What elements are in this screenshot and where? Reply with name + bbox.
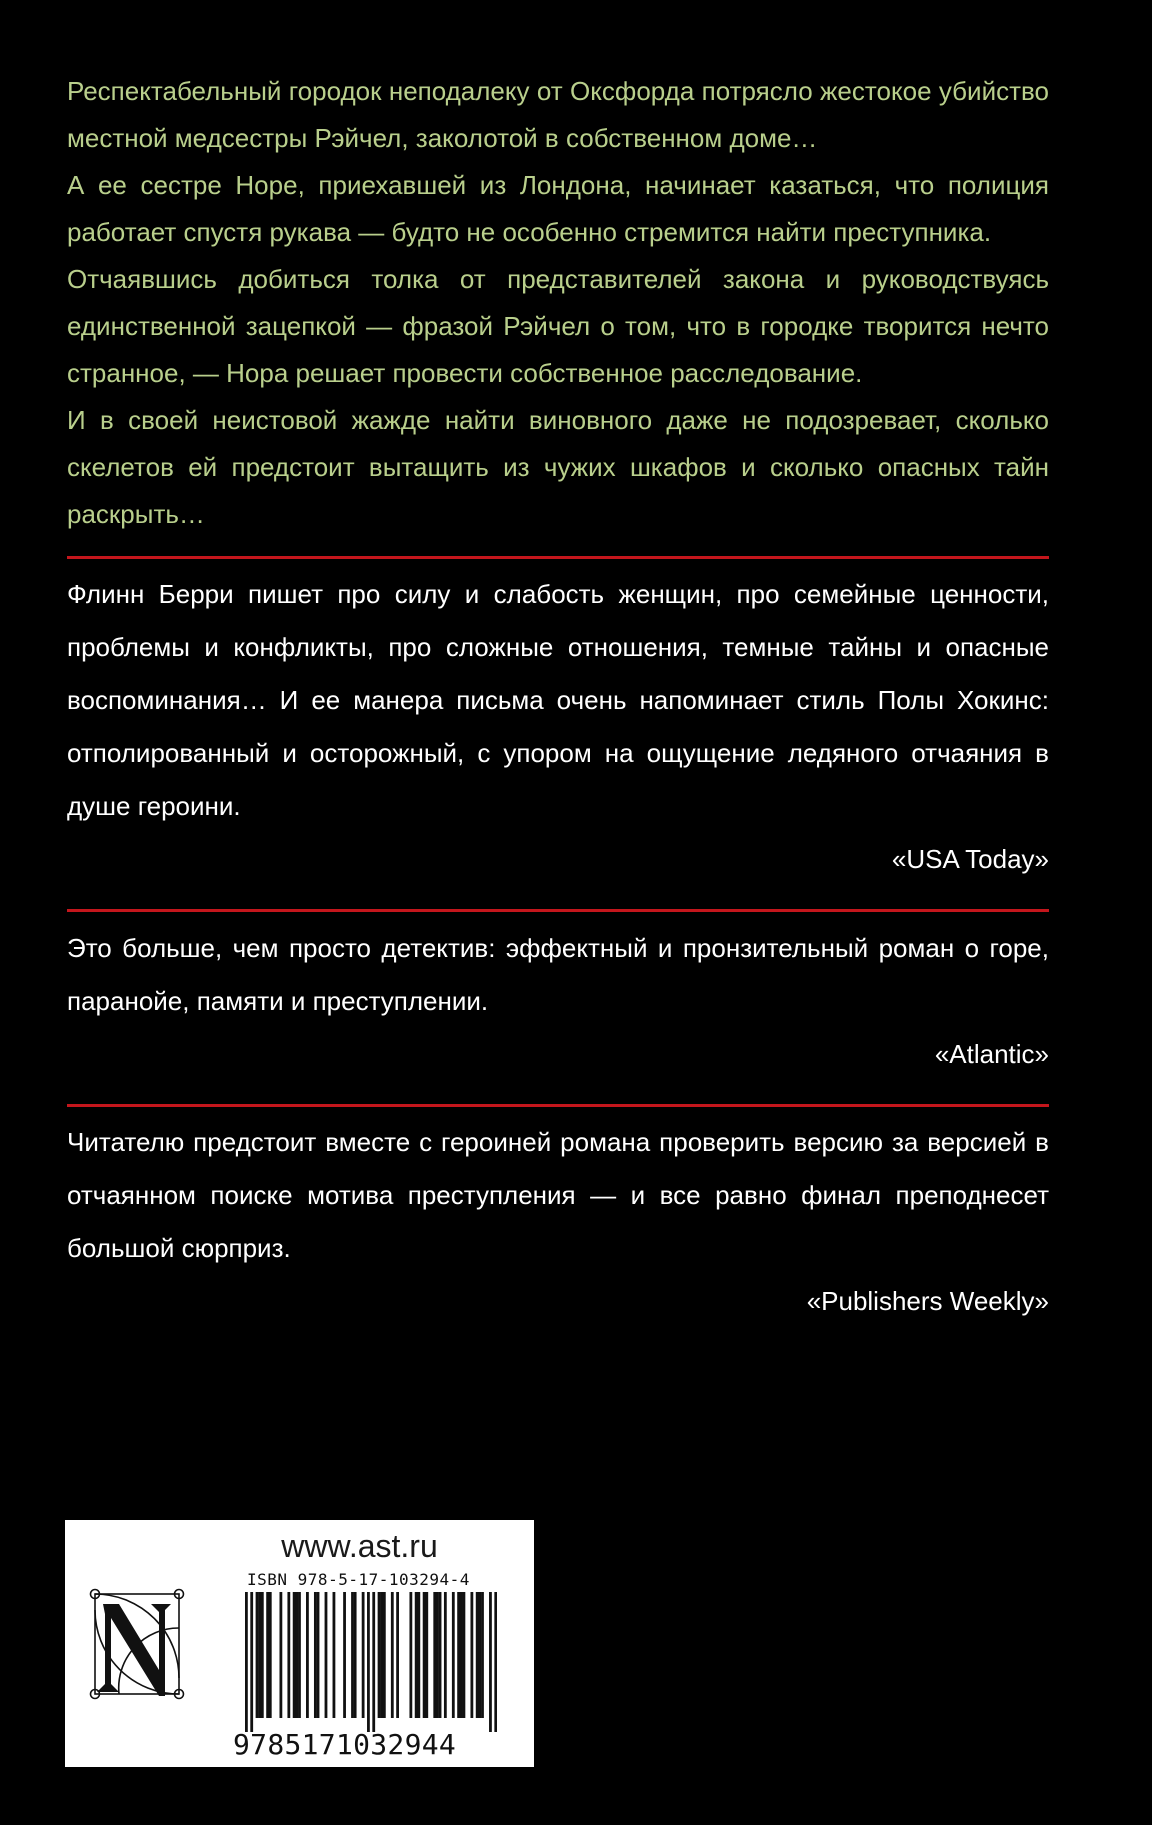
- barcode-bar: [333, 1592, 336, 1718]
- barcode-bar: [317, 1592, 320, 1718]
- barcode-bar: [380, 1592, 383, 1718]
- barcode-bar: [266, 1592, 269, 1718]
- review-source: «USA Today»: [891, 844, 1049, 874]
- barcode-bar: [325, 1592, 328, 1718]
- barcode-bar: [256, 1592, 259, 1718]
- barcode-bar: [463, 1592, 466, 1718]
- barcode-bar: [409, 1592, 412, 1718]
- barcode-bar: [460, 1592, 463, 1718]
- barcode-bar: [391, 1592, 394, 1718]
- divider-line: [67, 909, 1049, 912]
- barcode-bar: [261, 1592, 264, 1718]
- synopsis-paragraph: Отчаявшись добиться толка от представителей закона и руководствуясь единственной зацепкой — фразой Рэйчел о том, что в городке творится нечто странное, — Нора решает провести собственное расследование.: [67, 264, 1049, 388]
- barcode-bar: [314, 1592, 317, 1718]
- synopsis-paragraph: Респектабельный городок неподалеку от Оксфорда потрясло жестокое убийство местной медсестры Рэйчел, заколотой в собственном доме…: [67, 76, 1049, 153]
- isbn-number: ISBN 978-5-17-103294-4: [247, 1570, 470, 1589]
- barcode-bar: [279, 1592, 282, 1718]
- divider-line: [67, 556, 1049, 559]
- divider-line: [67, 1104, 1049, 1107]
- barcode-bar: [295, 1592, 298, 1718]
- barcode-bar: [250, 1592, 253, 1732]
- barcode-bar: [452, 1592, 455, 1718]
- barcode-bar: [396, 1592, 399, 1718]
- review-atlantic: [67, 922, 1049, 1081]
- barcode-bar: [351, 1592, 354, 1718]
- barcode-bar: [433, 1592, 436, 1718]
- barcode-bar: [457, 1592, 460, 1718]
- barcode-bar: [378, 1592, 381, 1718]
- review-text: Это больше, чем просто детектив: эффектный и пронзительный роман о горе, паранойе, памяти и преступлении.: [67, 933, 1049, 1016]
- barcode-bar: [287, 1592, 290, 1718]
- barcode-bar: [481, 1592, 484, 1718]
- barcode-bar: [306, 1592, 309, 1718]
- ean13-barcode: [245, 1592, 497, 1732]
- review-publishers-weekly: [67, 1116, 1049, 1328]
- barcode-bar: [417, 1592, 420, 1718]
- synopsis: [67, 68, 1049, 538]
- barcode-bar: [415, 1592, 418, 1718]
- publisher-website: www.ast.ru: [281, 1528, 438, 1564]
- barcode-bar: [470, 1592, 473, 1718]
- barcode-bar: [293, 1592, 296, 1718]
- barcode-bar: [362, 1592, 365, 1718]
- publisher-n-logo-icon: [89, 1588, 185, 1700]
- barcode-bar: [343, 1592, 346, 1718]
- review-text: Читателю предстоит вместе с героиней романа проверить версию за версией в отчаянном поиске мотива преступления — и все равно финал преподнесет большой сюрприз.: [67, 1127, 1049, 1263]
- barcode-bar: [372, 1592, 375, 1732]
- review-source: «Atlantic»: [934, 1039, 1049, 1069]
- barcode-bar: [425, 1592, 428, 1718]
- barcode-bar: [476, 1592, 479, 1718]
- barcode-bar: [354, 1592, 357, 1718]
- barcode-bar: [444, 1592, 447, 1718]
- barcode-bar: [367, 1592, 370, 1732]
- barcode-panel: [65, 1520, 534, 1767]
- barcode-bar: [383, 1592, 386, 1718]
- review-text: Флинн Берри пишет про силу и слабость женщин, про семейные ценности, проблемы и конфликты, про сложные отношения, темные тайны и опасные воспоминания… И ее манера письма очень напоминает стиль Полы Хокинс: отполированный и осторожный, с упором на ощущение ледяного отчаяния в душе героини.: [67, 579, 1049, 821]
- barcode-digits: 9785171032944: [233, 1728, 457, 1761]
- barcode-bar: [269, 1592, 272, 1718]
- review-usa-today: [67, 568, 1049, 886]
- barcode-bar: [494, 1592, 497, 1732]
- barcode-bar: [298, 1592, 301, 1718]
- synopsis-paragraph: А ее сестре Норе, приехавшей из Лондона, начинает казаться, что полиция работает спустя рукава — будто не особенно стремится найти преступника.: [67, 170, 1049, 247]
- barcode-bar: [478, 1592, 481, 1718]
- review-source: «Publishers Weekly»: [806, 1286, 1049, 1316]
- barcode-bar: [258, 1592, 261, 1718]
- barcode-bar: [423, 1592, 426, 1718]
- barcode-bar: [489, 1592, 492, 1732]
- barcode-bar: [436, 1592, 439, 1718]
- barcode-bar: [439, 1592, 442, 1718]
- synopsis-paragraph: И в своей неистовой жажде найти виновного даже не подозревает, сколько скелетов ей предстоит вытащить из чужих шкафов и сколько опасных тайн раскрыть…: [67, 405, 1049, 529]
- barcode-bar: [245, 1592, 248, 1732]
